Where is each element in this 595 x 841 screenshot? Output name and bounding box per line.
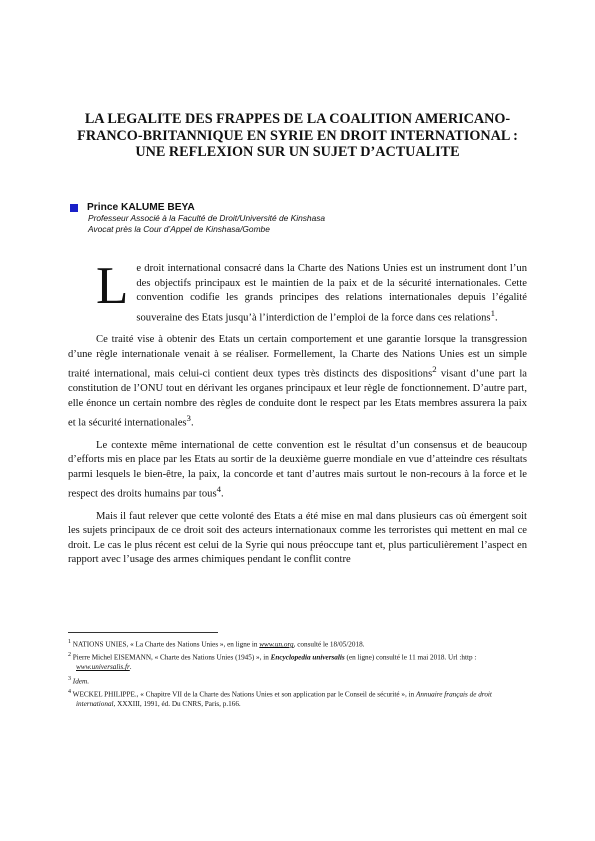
footnote-ref-1[interactable]: 1 xyxy=(490,307,495,318)
footnote-4-text-a: WECKEL PHILIPPE., « Chapitre VII de la Charte des Nations Unies et son application par le Conseil de sécurité », in xyxy=(71,690,416,699)
paragraph-2-end: . xyxy=(190,417,194,429)
paragraph-4 xyxy=(68,510,527,568)
paragraph-1 xyxy=(68,257,527,326)
footnote-3-text: Idem xyxy=(71,676,88,685)
article-title: LA LEGALITE DES FRAPPES DE LA COALITION AMERICANO-FRANCO-BRITANNIQUE EN SYRIE EN DROIT INTERNATIONAL : UNE REFLEXION SUR UN SUJET D’ACTUALITE xyxy=(77,111,518,160)
footnote-2-link[interactable]: www.universalis.fr xyxy=(76,663,130,672)
footnote-2 xyxy=(68,651,527,673)
footnote-1 xyxy=(68,638,527,650)
paragraph-1-end: . xyxy=(494,312,498,324)
author-row xyxy=(70,202,530,213)
footnote-ref-2[interactable]: 2 xyxy=(432,364,437,375)
paragraph-4-text: Mais il faut relever que cette volonté des Etats a été mise en mal dans plusieurs cas où émergent soit les sujets principaux de ce droit soit des acteurs internationaux comme les terroristes qui mettent en mal ce droit. Le cas le plus récent est celui de la Syrie qui nous préoccupe tant et, plus particulièrement l’aspect en rapport avec l’usage des armes chimiques pendant le conflit contre xyxy=(68,510,527,566)
paragraph-2-text-b: visant d’une part la constitution de l’ONU tout en dérivant les organes principaux et leur règle de fonctionnement. D’autre part, elle énonce un certain nombre des règles de conduite dont le respect par les Etats membres assurera la paix et la sécurité internationales xyxy=(68,368,528,429)
square-bullet-icon xyxy=(70,204,78,212)
author-name: Prince KALUME BEYA xyxy=(87,202,195,213)
footnote-1-text-b: , consulté le 18/05/2018. xyxy=(293,640,365,649)
footnote-4-number: 4 xyxy=(68,689,71,696)
footnote-4 xyxy=(68,688,527,710)
footnote-ref-3[interactable]: 3 xyxy=(186,413,191,424)
paragraph-1-text: e droit international consacré dans la Charte des Nations Unies est un instrument dont l’un des objectifs principaux est le maintien de la paix et de la sécurité internationales. Cette convention codifie les grands principes des relations internationales depuis l’égalité souveraine des Etats jusqu’à l’interdiction de l’emploi de la force dans ces relations xyxy=(136,263,527,324)
footnote-2-text-a: Pierre Michel EISEMANN, « Charte des Nations Unies (1945) », in xyxy=(71,653,271,662)
footnote-2-text-c: . xyxy=(129,663,132,672)
footnote-3-end: . xyxy=(87,676,89,685)
paragraph-3 xyxy=(68,439,527,503)
footnote-1-link[interactable]: www.un.org xyxy=(259,640,294,649)
paragraph-2-text-a: Ce traité vise à obtenir des Etats un certain comportement et une garantie lorsque la transgression d’une règle internationale venait à se réaliser. Formellement, la Charte des Nations Unies est un simple traité international, mais celui-ci contient deux types très distincts des dispositions xyxy=(68,334,527,380)
author-block xyxy=(70,202,530,235)
paragraph-3-text: Le contexte même international de cette convention est le résultat d’un consensus et de beaucoup d’efforts mis en place par les Etats au sortir de la deuxième guerre mondiale en vue d’atteindre ces résultats parmi lesquels le bien-être, la paix, la concorde et tant d’autres mais surtout le non-recours à la force et le respect des droits humains par tous xyxy=(68,439,527,500)
footnote-2-text-b: (en ligne) consulté le 11 mai 2018. Url :http : xyxy=(344,653,477,662)
author-affiliation-1: Professeur Associé à la Faculté de Droit/Université de Kinshasa xyxy=(88,213,326,223)
footnote-4-source: Annuaire français de droit international xyxy=(76,690,492,709)
drop-cap: L xyxy=(96,257,129,315)
author-affiliation-2: Avocat près la Cour d’Appel de Kinshasa/Gombe xyxy=(88,224,270,234)
footnote-3-number: 3 xyxy=(68,675,71,682)
footnote-3 xyxy=(68,675,527,687)
article-body xyxy=(68,257,528,575)
paragraph-2 xyxy=(68,333,527,431)
footnote-4-text-b: , XXXIII, 1991, éd. Du CNRS, Paris, p.166. xyxy=(113,700,241,709)
footnote-2-source: Encyclopedia universalis xyxy=(270,653,345,662)
footnote-ref-4[interactable]: 4 xyxy=(216,484,221,495)
footnote-1-number: 1 xyxy=(68,639,71,645)
footnote-separator xyxy=(68,632,218,633)
footnotes xyxy=(68,638,527,711)
paragraph-3-end: . xyxy=(221,488,224,500)
footnote-2-number: 2 xyxy=(68,652,71,659)
footnote-1-text-a: NATIONS UNIES, « La Charte des Nations Unies », en ligne in xyxy=(71,640,260,649)
